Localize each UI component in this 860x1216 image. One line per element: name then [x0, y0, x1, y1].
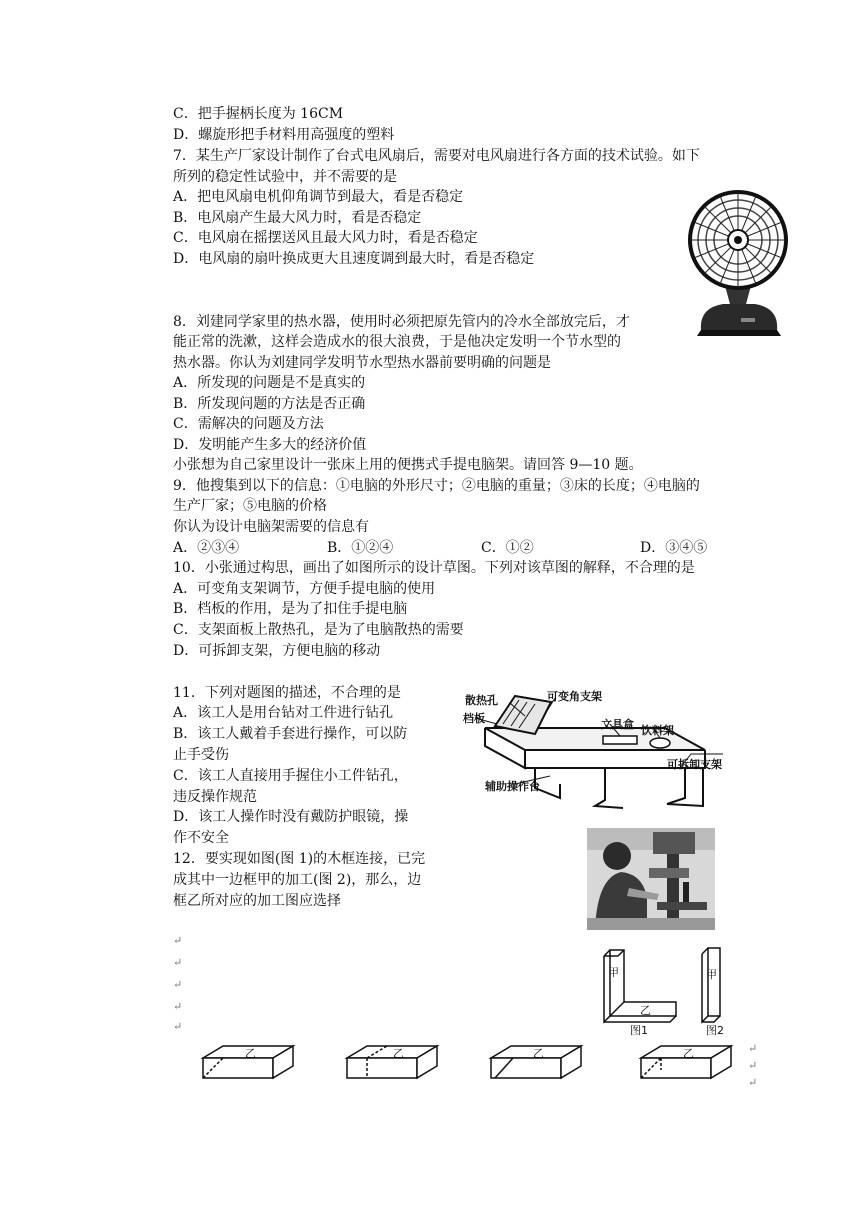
option-b: B．该工人戴着手套进行操作，可以防 — [173, 726, 408, 742]
jia-label: 甲 — [706, 968, 717, 981]
yi-label: 乙 — [683, 1047, 694, 1060]
return-mark: ↵ — [173, 956, 183, 969]
drill-worker-photo — [587, 828, 715, 930]
option-d: D．③④⑤ — [640, 540, 708, 556]
drink-holder-label: 饮料架 — [641, 724, 674, 737]
question-12: 12．要实现如图(图 1)的木框连接，已完 — [173, 851, 426, 867]
text-line: 成其中一边框甲的加工(图 2)，那么，边 — [173, 872, 422, 888]
yi-label: 乙 — [533, 1047, 544, 1060]
text-line: 作不安全 — [173, 830, 229, 846]
text-line: 框乙所对应的加工图应选择 — [173, 893, 341, 909]
yi-label: 乙 — [393, 1047, 404, 1060]
return-mark: ↵ — [748, 1042, 758, 1055]
return-mark: ↵ — [173, 1020, 183, 1033]
option-a: A．②③④ — [173, 540, 240, 556]
q12-answer-drawings — [195, 1040, 745, 1088]
option-a: A．所发现的问题是不是真实的 — [173, 375, 366, 391]
yi-label: 乙 — [245, 1047, 256, 1060]
table-label: 辅助操作台 — [485, 780, 540, 793]
intro-line: 小张想为自己家里设计一张床上用的便携式手提电脑架。请回答 9—10 题。 — [173, 457, 643, 473]
text-line: C．把手握柄长度为 16CM — [173, 106, 344, 122]
text-line: 违反操作规范 — [173, 789, 257, 805]
wood-frame-figures — [598, 942, 738, 1037]
return-mark: ↵ — [173, 1000, 183, 1013]
question-7: 7．某生产厂家设计制作了台式电风扇后，需要对电风扇进行各方面的技术试验。如下 — [173, 148, 700, 164]
vent-label: 散热孔 — [465, 694, 498, 707]
option-a: A．该工人是用台钻对工件进行钻孔 — [173, 705, 394, 721]
option-a: A．把电风扇电机仰角调节到最大，看是否稳定 — [173, 189, 464, 205]
text-line: 止手受伤 — [173, 747, 229, 763]
return-mark: ↵ — [748, 1076, 758, 1089]
option-b: B．①②④ — [327, 540, 394, 556]
text-line: 生产厂家；⑤电脑的价格 — [173, 498, 327, 514]
figure-2-caption: 图2 — [706, 1024, 724, 1037]
laptop-stand-sketch — [455, 688, 743, 828]
option-d: D．该工人操作时没有戴防护眼镜，操 — [173, 809, 409, 825]
question-9: 9．他搜集到以下的信息：①电脑的外形尺寸；②电脑的重量；③床的长度；④电脑的 — [173, 478, 700, 494]
option-b: B．电风扇产生最大风力时，看是否稳定 — [173, 210, 422, 226]
text-line: 热水器。你认为刘建同学发明节水型热水器前要明确的问题是 — [173, 355, 551, 371]
return-mark: ↵ — [173, 934, 183, 947]
option-c: C．电风扇在摇摆送风且最大风力时，看是否稳定 — [173, 230, 478, 246]
option-b: B．所发现问题的方法是否正确 — [173, 396, 366, 412]
option-c: C．①② — [481, 540, 534, 556]
option-c: C．该工人直接用手握住小工件钻孔， — [173, 768, 408, 784]
desk-fan-image — [683, 190, 793, 340]
figure-1-caption: 图1 — [630, 1024, 648, 1037]
stationery-label: 文具盒 — [601, 718, 634, 731]
option-b: B．档板的作用，是为了扣住手提电脑 — [173, 601, 408, 617]
option-d: D．可拆卸支架，方便电脑的移动 — [173, 643, 381, 659]
angle-stand-label: 可变角支架 — [547, 690, 602, 703]
jia-label: 甲 — [608, 966, 619, 979]
text-line: 能正常的洗漱，这样会造成水的很大浪费，于是他决定发明一个节水型的 — [173, 334, 621, 350]
option-c: C．需解决的问题及方法 — [173, 416, 324, 432]
yi-label: 乙 — [640, 1004, 651, 1017]
option-d: D．发明能产生多大的经济价值 — [173, 437, 367, 453]
question-10: 10．小张通过构思，画出了如图所示的设计草图。下列对该草图的解释，不合理的是 — [173, 560, 695, 576]
return-mark: ↵ — [173, 978, 183, 991]
text-line: 你认为设计电脑架需要的信息有 — [173, 519, 369, 535]
question-8: 8．刘建同学家里的热水器，使用时必须把原先管内的冷水全部放完后，才 — [173, 314, 630, 330]
question-11: 11．下列对题图的描述，不合理的是 — [173, 685, 401, 701]
option-c: C．支架面板上散热孔，是为了电脑散热的需要 — [173, 622, 464, 638]
option-d: D．电风扇的扇叶换成更大且速度调到最大时，看是否稳定 — [173, 251, 535, 267]
text-line: D．螺旋形把手材料用高强度的塑料 — [173, 127, 395, 143]
detachable-stand-label: 可拆卸支架 — [667, 758, 722, 771]
option-a: A．可变角支架调节，方便手提电脑的使用 — [173, 581, 436, 597]
baffle-label: 档板 — [463, 712, 485, 725]
text-line: 所列的稳定性试验中，并不需要的是 — [173, 169, 397, 185]
return-mark: ↵ — [748, 1059, 758, 1072]
